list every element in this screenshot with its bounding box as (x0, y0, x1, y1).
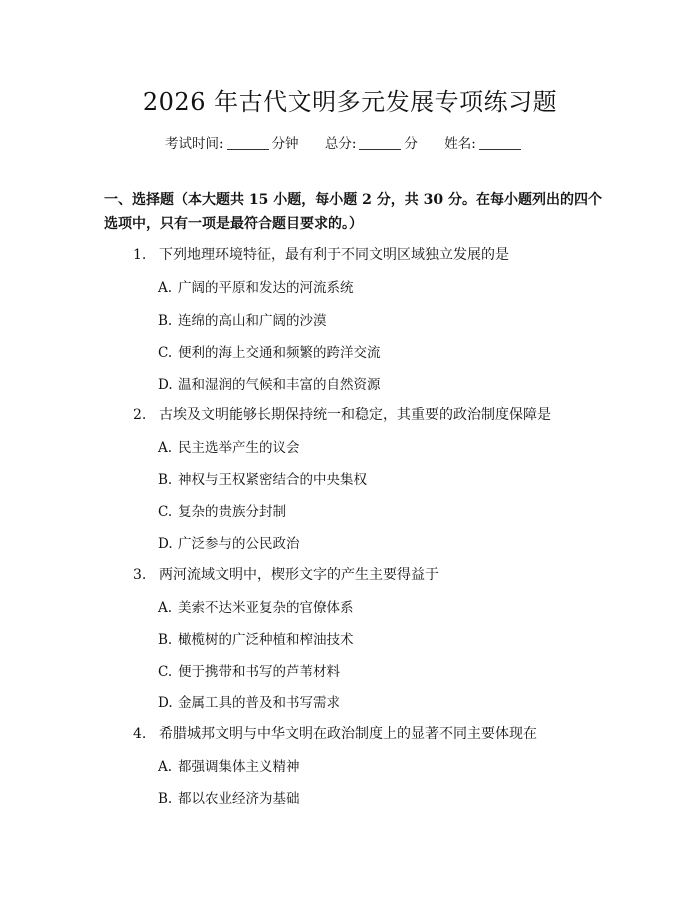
option-text: 复杂的贵族分封制 (178, 504, 286, 520)
option-3d (158, 691, 340, 711)
question-4 (133, 723, 537, 743)
question-2 (133, 404, 551, 424)
option-letter: D. (158, 695, 173, 711)
option-letter: A. (158, 600, 173, 616)
option-text: 便利的海上交通和频繁的跨洋交流 (178, 345, 381, 361)
option-4a (158, 755, 300, 775)
option-2b (158, 468, 367, 488)
score-unit: 分 (404, 136, 418, 152)
question-text: 希腊城邦文明与中华文明在政治制度上的显著不同主要体现在 (159, 726, 537, 742)
option-1d (158, 373, 381, 393)
question-text: 两河流域文明中，楔形文字的产生主要得益于 (159, 567, 439, 583)
option-letter: B. (158, 313, 173, 329)
question-number: 2. (133, 407, 147, 423)
question-text: 古埃及文明能够长期保持统一和稳定，其重要的政治制度保障是 (159, 407, 551, 423)
option-text: 广阔的平原和发达的河流系统 (178, 280, 354, 296)
time-blank (227, 135, 269, 150)
time-label: 考试时间: (165, 136, 224, 152)
option-letter: D. (158, 377, 173, 393)
section-header: 一、选择题（本大题共 15 小题，每小题 2 分，共 30 分。在每小题列出的四个选项中，只有一项是最符合题目要求的。） (104, 192, 602, 232)
option-text: 都强调集体主义精神 (178, 759, 300, 775)
option-letter: B. (158, 791, 173, 807)
option-1c (158, 341, 381, 361)
name-blank (479, 135, 521, 150)
question-1 (133, 244, 509, 264)
question-3 (133, 564, 439, 584)
option-text: 广泛参与的公民政治 (178, 536, 300, 552)
option-letter: C. (158, 504, 173, 520)
option-letter: C. (158, 664, 173, 680)
option-text: 都以农业经济为基础 (178, 791, 300, 807)
page-title: 2026 年古代文明多元发展专项练习题 (142, 88, 558, 116)
option-letter: B. (158, 472, 173, 488)
option-text: 温和湿润的气候和丰富的自然资源 (178, 377, 381, 393)
option-text: 金属工具的普及和书写需求 (178, 695, 340, 711)
option-2c (158, 500, 286, 520)
option-1b (158, 309, 327, 329)
option-letter: B. (158, 632, 173, 648)
exam-score (325, 132, 418, 152)
time-unit: 分钟 (271, 136, 299, 152)
option-letter: C. (158, 345, 173, 361)
score-label: 总分: (324, 136, 357, 152)
question-number: 1. (133, 247, 147, 263)
option-text: 美索不达米亚复杂的官僚体系 (178, 600, 354, 616)
exam-meta (165, 132, 546, 152)
option-2d (158, 532, 300, 552)
option-text: 橄榄树的广泛种植和榨油技术 (178, 632, 354, 648)
question-number: 3. (133, 567, 147, 583)
question-number: 4. (133, 726, 147, 742)
exam-time (165, 132, 299, 152)
option-2a (158, 436, 300, 456)
option-text: 便于携带和书写的芦苇材料 (178, 664, 340, 680)
option-letter: A. (158, 759, 173, 775)
option-letter: D. (158, 536, 173, 552)
name-label: 姓名: (444, 136, 476, 152)
option-text: 连绵的高山和广阔的沙漠 (178, 313, 327, 329)
option-letter: A. (158, 280, 173, 296)
question-text: 下列地理环境特征，最有利于不同文明区域独立发展的是 (159, 247, 509, 263)
option-text: 神权与王权紧密结合的中央集权 (178, 472, 367, 488)
option-text: 民主选举产生的议会 (178, 440, 300, 456)
option-3c (158, 660, 340, 680)
option-3b (158, 628, 354, 648)
score-blank (359, 135, 401, 150)
exam-name (444, 132, 524, 152)
option-letter: A. (158, 440, 173, 456)
option-1a (158, 276, 354, 296)
option-4b (158, 787, 300, 807)
option-3a (158, 596, 354, 616)
